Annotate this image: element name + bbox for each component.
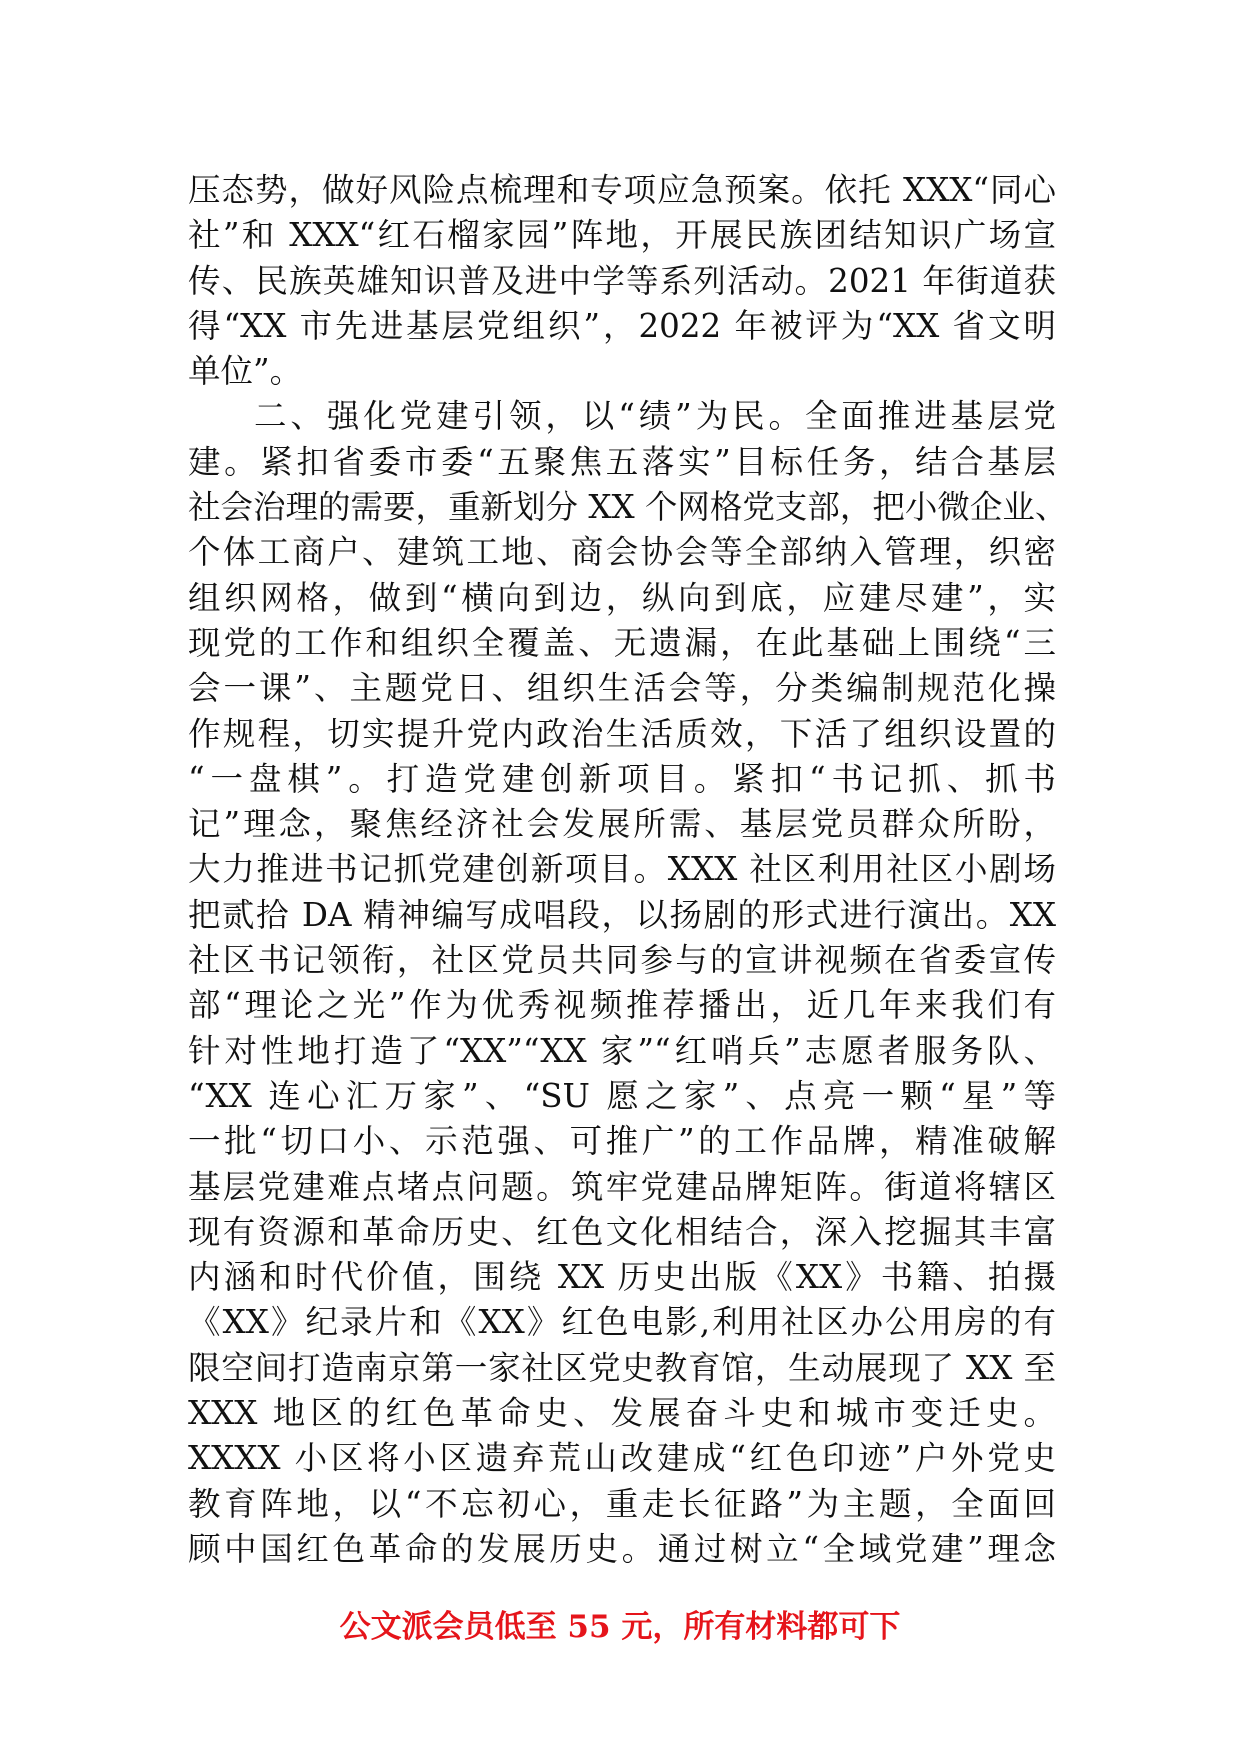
text-line: 社会治理的需要，重新划分 XX 个网格党支部，把小微企业、 [188,488,1068,527]
text-line: “XX 连心汇万家”、“SU 愿之家”、点亮一颗“星”等 [188,1076,1056,1115]
text-line: 部“理论之光”作为优秀视频推荐播出，近几年来我们有 [188,986,1056,1025]
text-line: 记”理念，聚焦经济社会发展所需、基层党员群众所盼， [188,805,1056,844]
footer-ad-text: 公文派会员低至 55 元，所有材料都可下 [339,1609,901,1645]
text-line: 现有资源和革命历史、红色文化相结合，深入挖掘其丰富 [188,1212,1056,1251]
text-line: 社”和 XXX“红石榴家园”阵地，开展民族团结知识广场宣 [188,216,1056,255]
text-line: 社区书记领衔，社区党员共同参与的宣讲视频在省委宣传 [188,941,1056,980]
text-line: 针对性地打造了“XX”“XX 家”“红哨兵”志愿者服务队、 [188,1031,1056,1070]
text-line: 得“XX 市先进基层党组织”，2022 年被评为“XX 省文明 [188,306,1056,345]
paragraph-heading-line: 二、强化党建引领，以“绩”为民。全面推进基层党 [254,397,1056,436]
text-line: 顾中国红色革命的发展历史。通过树立“全域党建”理念 [188,1529,1056,1568]
text-line: 教育阵地，以“不忘初心，重走长征路”为主题，全面回 [188,1484,1056,1523]
text-line: 传、民族英雄知识普及进中学等系列活动。2021 年街道获 [188,261,1056,300]
body-text [188,168,1068,1572]
text-line: 内涵和时代价值，围绕 XX 历史出版《XX》书籍、拍摄 [188,1258,1056,1297]
text-line: 压态势，做好风险点梳理和专项应急预案。依托 XXX“同心 [188,171,1056,209]
text-line: 个体工商户、建筑工地、商会协会等全部纳入管理，织密 [188,533,1056,572]
text-line: “一盘棋”。打造党建创新项目。紧扣“书记抓、抓书 [188,759,1056,798]
text-line: 基层党建难点堵点问题。筑牢党建品牌矩阵。街道将辖区 [188,1167,1056,1206]
text-line: 限空间打造南京第一家社区党史教育馆，生动展现了 XX 至 [188,1348,1056,1387]
text-line: 大力推进书记抓党建创新项目。XXX 社区利用社区小剧场 [188,850,1056,889]
text-line: 单位”。 [188,352,303,391]
text-line: XXXX 小区将小区遗弃荒山改建成“红色印迹”户外党史 [188,1439,1056,1478]
text-line: 《XX》纪录片和《XX》红色电影,利用社区办公用房的有 [188,1303,1056,1342]
text-line: 建。紧扣省委市委“五聚焦五落实”目标任务，结合基层 [188,442,1056,481]
text-line: 会一课”、主题党日、组织生活会等，分类编制规范化操 [188,669,1056,708]
text-line: XXX 地区的红色革命史、发展奋斗史和城市变迁史。 [188,1394,1056,1433]
text-line: 组织网格，做到“横向到边，纵向到底，应建尽建”，实 [188,578,1056,617]
text-line: 现党的工作和组织全覆盖、无遗漏，在此基础上围绕“三 [188,623,1056,662]
text-line: 把贰拾 DA 精神编写成唱段，以扬剧的形式进行演出。XX [188,895,1056,934]
text-line: 作规程，切实提升党内政治生活质效，下活了组织设置的 [188,714,1056,753]
text-line: 一批“切口小、示范强、可推广”的工作品牌，精准破解 [188,1122,1056,1161]
